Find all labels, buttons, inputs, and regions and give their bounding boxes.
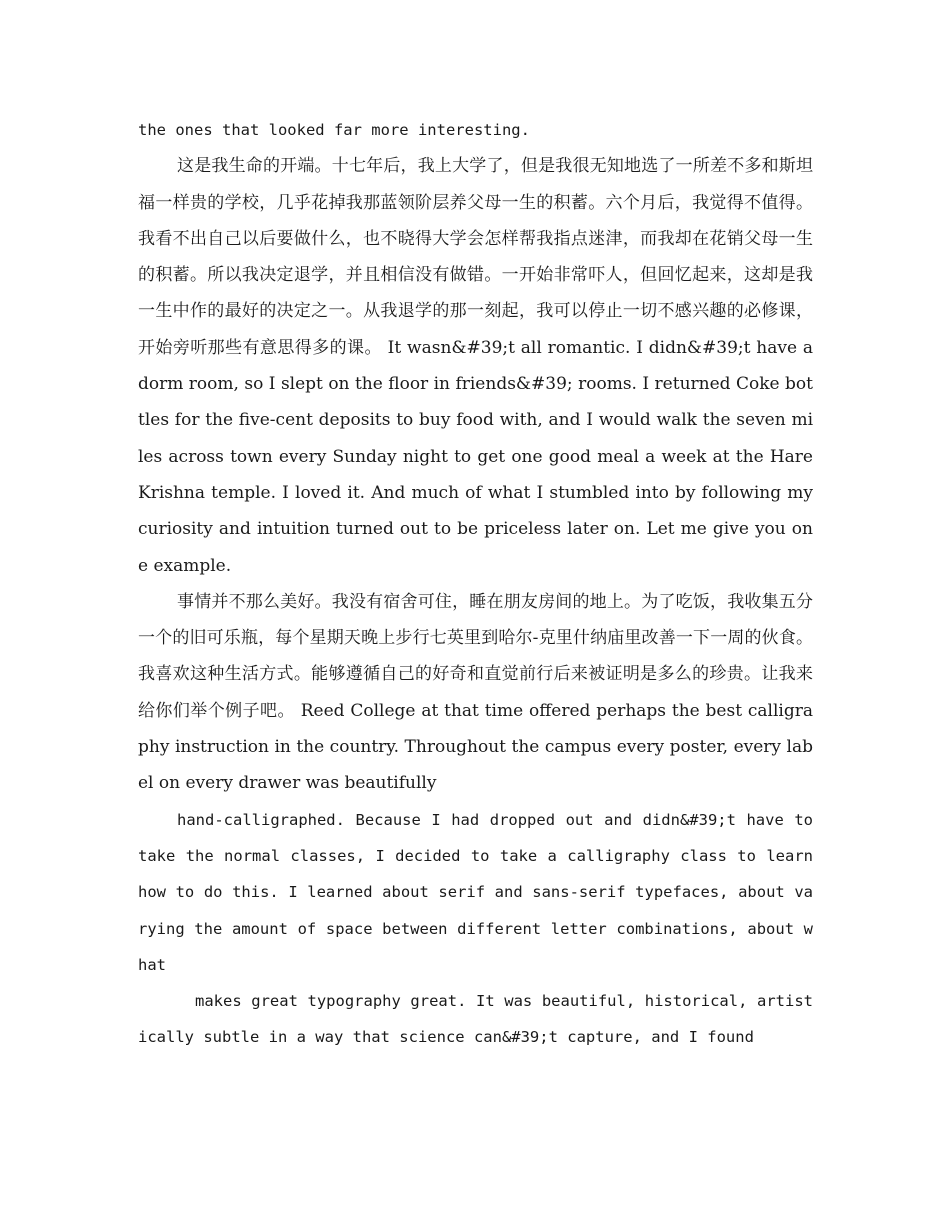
paragraph-2: 这是我生命的开端。十七年后，我上大学了，但是我很无知地选了一所差不多和斯坦福一样贵的学校，几乎花掉我那蓝领阶层养父母一生的积蓄。六个月后，我觉得不值得。我看不出自己以后要做什么，也不晓得大学会怎样帮我指点迷津，而我却在花销父母一生的积蓄。所以我决定退学，并且相信没有做错。一开始非常吓人，但回忆起来，这却是我一生中作的最好的决定之一。从我退学的那一刻起，我可以停止一切不感兴趣的必修课，开始旁听那些有意思得多的课。 It wasn&#39;t all romantic. I didn&#39;t have a dorm room, so I slept on the floor in friends&#39; rooms. I returned Coke bottles for the five-cent deposits to buy food with, and I would walk the seven miles across town every Sunday night to get one good meal a week at the Hare Krishna temple. I loved it. And much of what I stumbled into by following my curiosity and intuition turned out to be priceless later on. Let me give you one example. bbox=[138, 156, 813, 576]
paragraph-1: the ones that looked far more interesting. bbox=[138, 121, 530, 139]
paragraph-3: 事情并不那么美好。我没有宿舍可住，睡在朋友房间的地上。为了吃饭，我收集五分一个的旧可乐瓶，每个星期天晚上步行七英里到哈尔-克里什纳庙里改善一下一周的伙食。我喜欢这种生活方式。能够遵循自己的好奇和直觉前行后来被证明是多么的珍贵。让我来给你们举个例子吧。 Reed College at that time offered perhaps the best calligraphy instruction in the country. Throughout the campus every poster, every label on every drawer was beautifully bbox=[138, 591, 813, 794]
paragraph-5: makes great typography great. It was beautiful, historical, artistically subtle in a way that science can&#39;t capture, and I found bbox=[138, 992, 813, 1047]
document-body bbox=[138, 112, 813, 1056]
paragraph-4: hand-calligraphed. Because I had dropped out and didn&#39;t have to take the normal classes, I decided to take a calligraphy class to learn how to do this. I learned about serif and sans-serif typefaces, about varying the amount of space between different letter combinations, about what bbox=[138, 810, 813, 974]
